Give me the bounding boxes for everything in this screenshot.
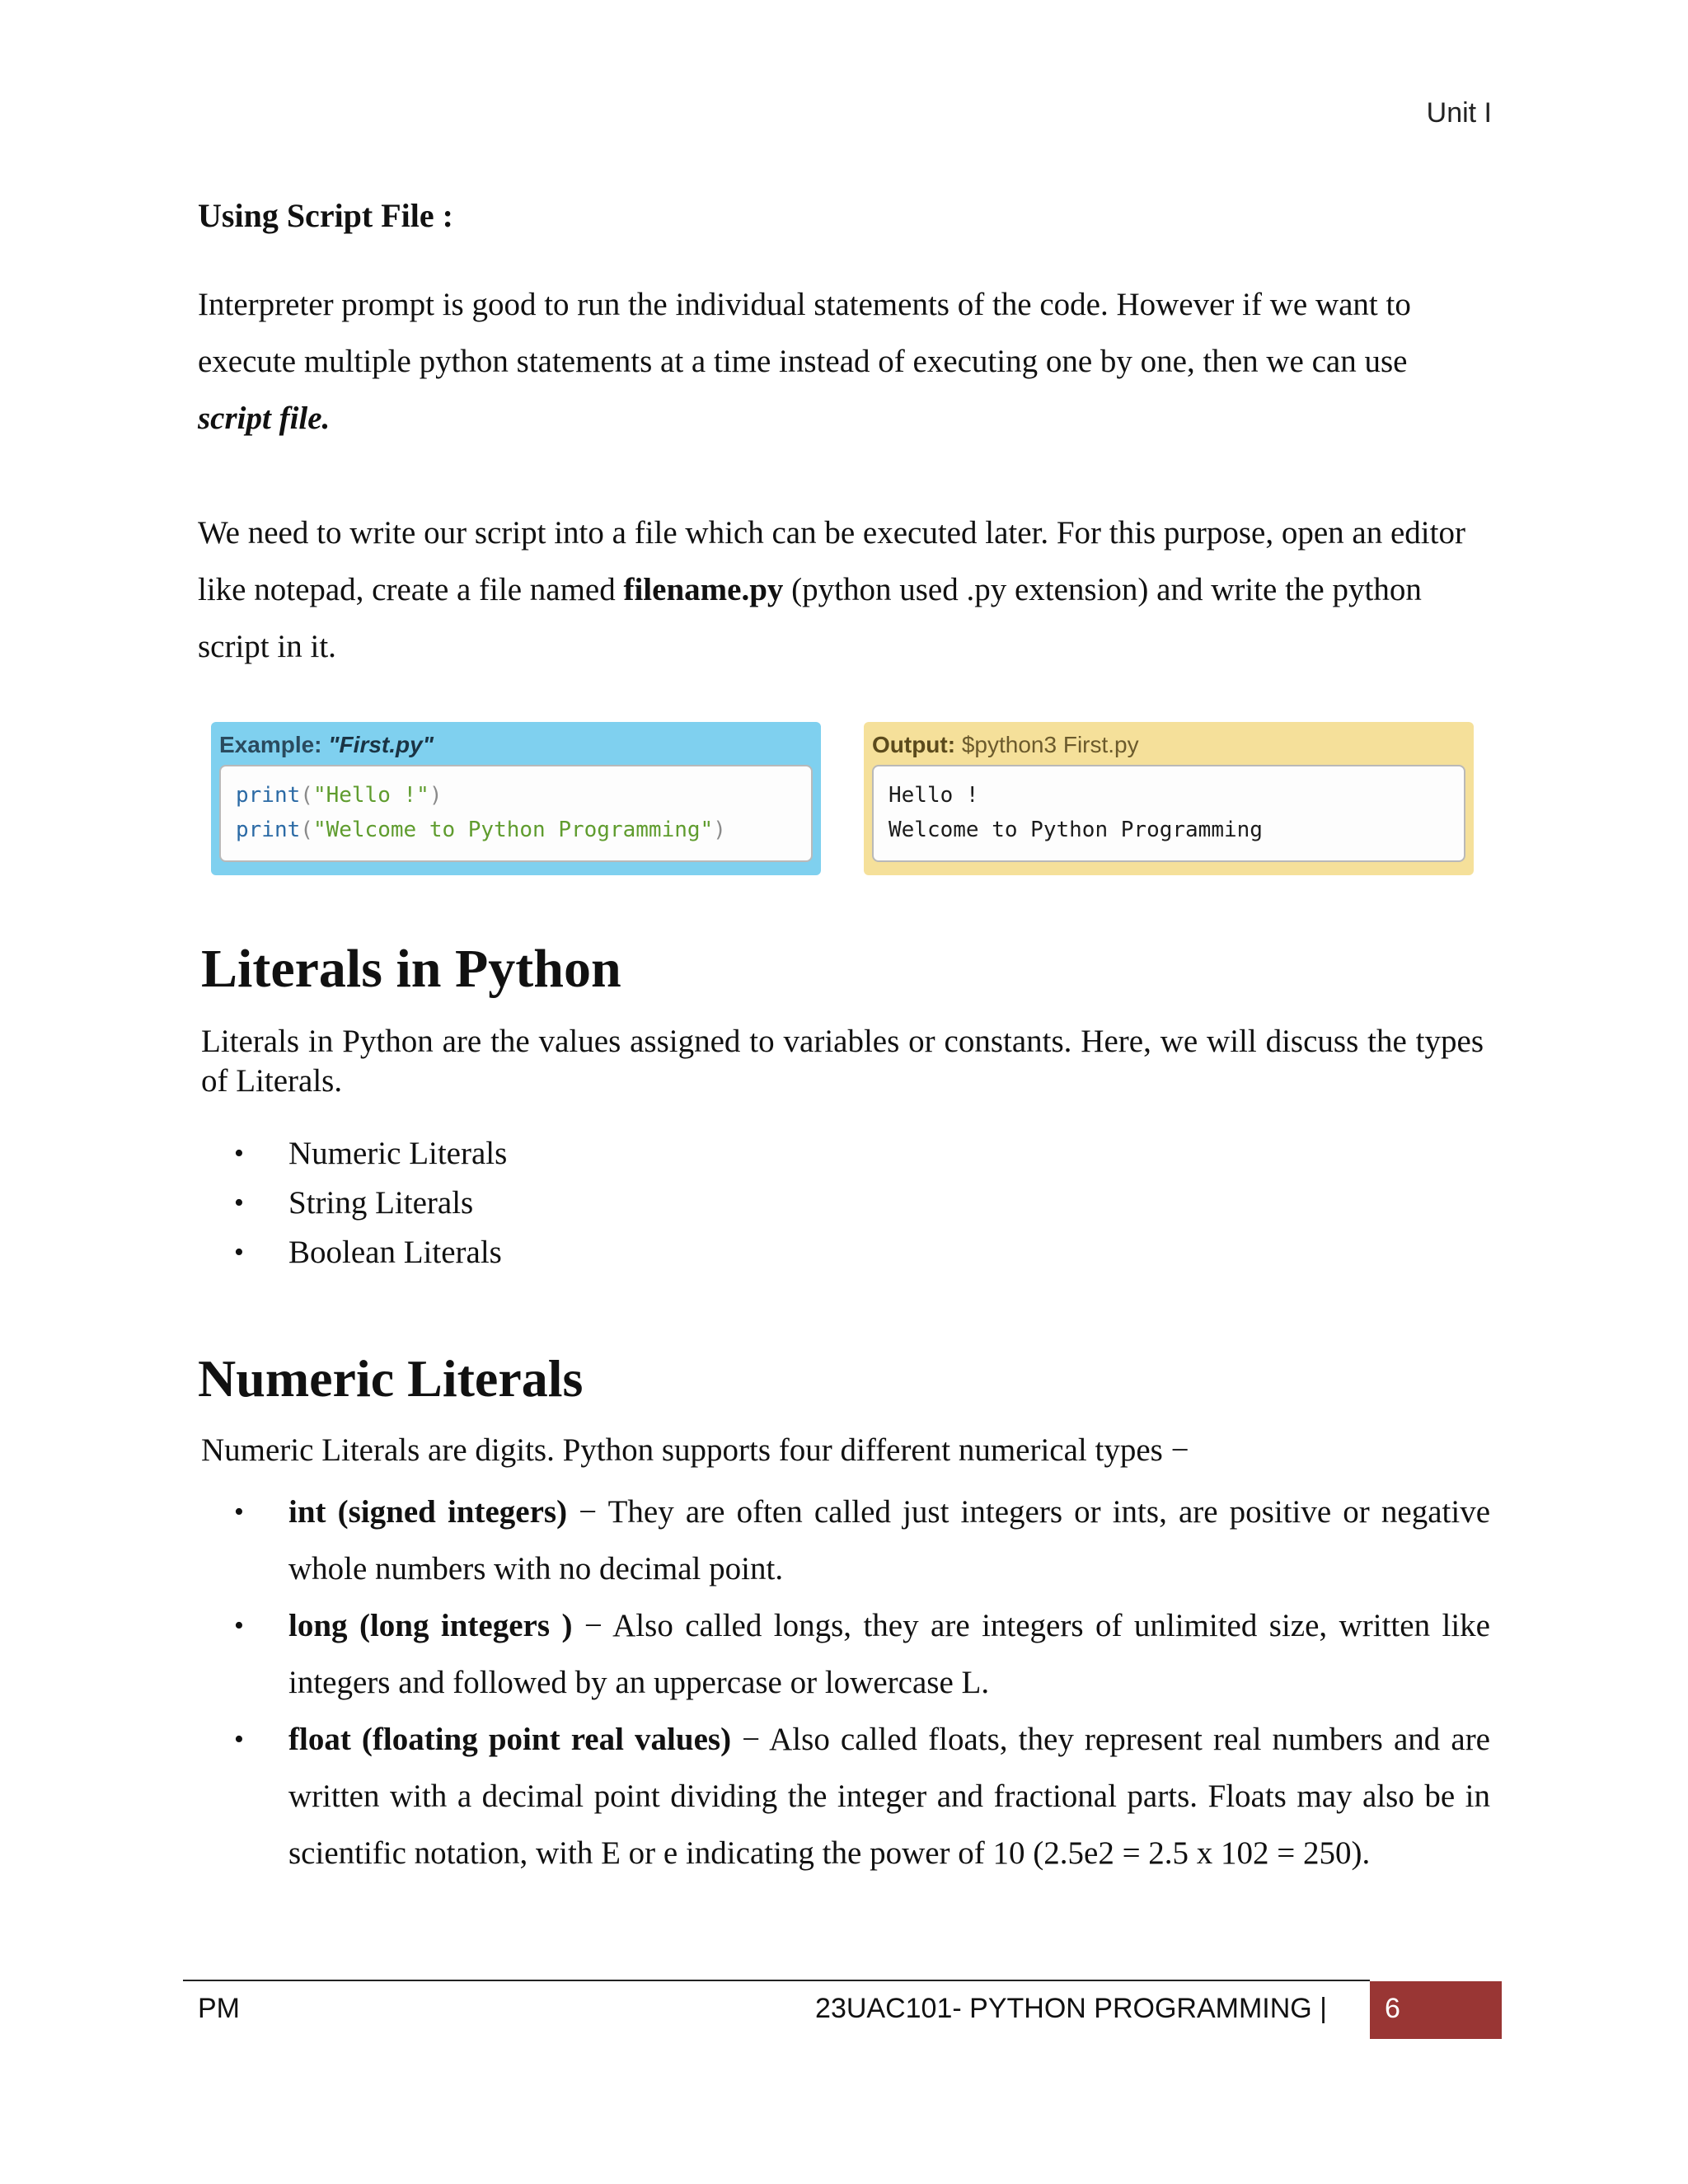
- literal-types-list: [234, 1129, 507, 1277]
- code-paren-open: (: [300, 783, 313, 808]
- numeric-types-list: [234, 1483, 1490, 1882]
- bullet-icon: •: [234, 1138, 244, 1169]
- list-item: [234, 1483, 1490, 1597]
- paragraph-write-script-after: (python used .py extension) and write the python script in it.: [198, 572, 1422, 664]
- code-example-row: [211, 722, 1474, 879]
- code-string: "Hello !": [312, 783, 429, 808]
- list-item: [234, 1597, 1490, 1711]
- list-item-text: String Literals: [288, 1185, 474, 1221]
- example-label: Example:: [219, 732, 322, 757]
- code-paren-close: ): [713, 818, 726, 842]
- output-line: Welcome to Python Programming: [889, 818, 1263, 842]
- numeric-type-term: long (long integers ): [288, 1608, 573, 1643]
- output-code-block: [872, 765, 1465, 862]
- footer-author: PM: [198, 1993, 240, 2024]
- bullet-icon: •: [234, 1610, 244, 1641]
- list-item: [234, 1179, 507, 1228]
- output-line: Hello !: [889, 783, 979, 808]
- list-item-text: Numeric Literals: [288, 1136, 508, 1171]
- numeric-type-desc: − Also called floats, they represent real numbers and are written with a decimal point dividing the integer and fractional parts. Floats may also be in scientific notation, with E or e indicating the power of 10 (2.5e2 = 2.5 x 102 = 250).: [288, 1722, 1490, 1871]
- bullet-icon: •: [234, 1497, 244, 1527]
- footer-divider: [183, 1980, 1370, 1981]
- code-string: "Welcome to Python Programming": [312, 818, 714, 842]
- numeric-intro: Numeric Literals are digits. Python supports four different numerical types −: [201, 1432, 1189, 1468]
- page-number: 6: [1370, 1981, 1502, 2039]
- numeric-type-desc: − Also called longs, they are integers of unlimited size, written like integers and followed by an uppercase or lowercase L.: [288, 1608, 1490, 1700]
- paragraph-write-script-before: We need to write our script into a file which can be executed later. For this purpose, open an editor like notepad, create a file named: [198, 515, 1465, 607]
- footer-course-title: 23UAC101- PYTHON PROGRAMMING |: [815, 1993, 1327, 2024]
- output-box: [864, 722, 1474, 875]
- output-command: $python3 First.py: [961, 732, 1139, 757]
- output-label: Output:: [872, 732, 956, 757]
- code-paren-open: (: [300, 818, 313, 842]
- literals-intro: Literals in Python are the values assigned to variables or constants. Here, we will discuss the types of Literals.: [201, 1024, 1484, 1099]
- bullet-icon: •: [234, 1724, 244, 1755]
- emphasis-script-file: script file.: [198, 401, 331, 436]
- code-paren-close: ): [429, 783, 443, 808]
- filename-bold: filename.py: [623, 572, 784, 607]
- paragraph-write-script: [198, 504, 1484, 675]
- output-box-header: [872, 729, 1465, 762]
- code-line: [236, 813, 796, 847]
- bullet-icon: •: [234, 1237, 244, 1268]
- section-title-script-file: Using Script File :: [198, 197, 453, 234]
- numeric-type-desc: − They are often called just integers or ints, are positive or negative whole numbers with no decimal point.: [288, 1494, 1491, 1586]
- list-item: [234, 1228, 507, 1277]
- list-item: [234, 1711, 1490, 1882]
- list-item: [234, 1129, 507, 1179]
- bullet-icon: •: [234, 1188, 244, 1218]
- numeric-type-term: float (floating point real values): [288, 1722, 732, 1757]
- heading-literals-in-python: Literals in Python: [201, 939, 621, 999]
- code-keyword: print: [236, 783, 301, 808]
- example-box-header: [219, 729, 813, 762]
- example-code-block: [219, 765, 813, 862]
- header-unit-label: Unit I: [1426, 97, 1492, 129]
- list-item-text: Boolean Literals: [288, 1235, 502, 1270]
- code-line: [236, 778, 796, 813]
- example-box: [211, 722, 821, 875]
- example-filename: "First.py": [328, 732, 434, 757]
- heading-numeric-literals: Numeric Literals: [198, 1349, 584, 1408]
- paragraph-interpreter-text: Interpreter prompt is good to run the individual statements of the code. However if we want to execute multiple python statements at a time instead of executing one by one, then we can use: [198, 287, 1411, 379]
- numeric-type-term: int (signed integers): [288, 1494, 568, 1530]
- code-keyword: print: [236, 818, 301, 842]
- paragraph-interpreter: [198, 276, 1484, 447]
